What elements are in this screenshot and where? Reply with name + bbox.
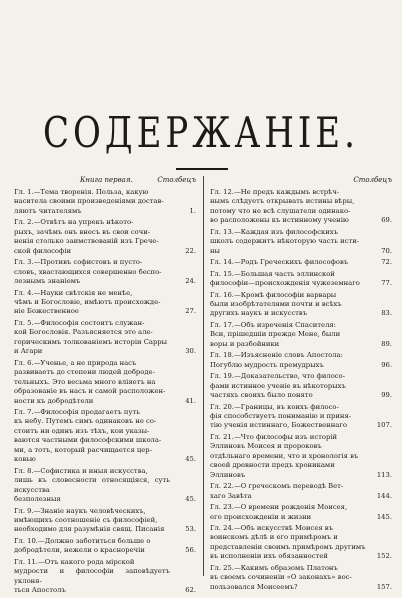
toc-entry (14, 359, 196, 406)
toc-entry-page: 144. (376, 491, 392, 500)
toc-entry-text: Гл. 5.—Философія состоитъ служан- кой Богословія. Разъясняется это але- горическимъ толкованіемъ исторіи Сарры и Агари (14, 318, 168, 356)
toc-entry-text: Гл. 13.—Каждая изъ философскихъ школъ содержитъ нѣкоторую часть исти- ны (210, 227, 360, 255)
toc-entry-page: 96. (381, 360, 392, 369)
toc-entry-text: Гл. 16.—Кромѣ философіи варвары были изобрѣтателями почти и всѣхъ другихъ наукъ и искусствъ (210, 290, 342, 318)
toc-entry (14, 319, 196, 357)
left-entries (14, 188, 196, 596)
toc-entry (14, 507, 196, 535)
toc-entry (210, 188, 392, 226)
toc-entry (210, 228, 392, 256)
toc-entry-page: 77. (381, 279, 392, 288)
column-heading-left: Столбецъ (157, 176, 196, 184)
toc-entry-page: 24. (185, 277, 196, 286)
toc-entry-text: Гл. 19.—Доказательство, что филосо- фами истинное ученіе въ нѣкоторыхъ частяхъ своихъ было понято (210, 372, 346, 400)
toc-entry-text: Гл. 4.—Науки свѣтскія не менѣе, чѣмъ и Богословіе, имѣютъ происхожде- ніе Божественное (14, 288, 161, 316)
toc-entry (210, 351, 392, 370)
toc-entry-page: 56. (185, 546, 196, 555)
book-heading: Книга первая. (80, 176, 133, 184)
toc-entry-page: 152. (376, 552, 392, 561)
toc-entry-page: 45. (185, 455, 196, 464)
toc-entry-page: 27. (185, 307, 196, 316)
right-column-header (210, 176, 392, 188)
toc-entry (14, 188, 196, 216)
toc-entry-text: Гл. 7.—Философія продагаетъ путь къ небу. Путемъ симъ одинаковъ не со- стоитъ ни одинъ изъ тѣхъ, кои указы- ваются частными философскими школа- ми, а тотъ, который расчищается цер- ковью (14, 407, 162, 464)
toc-entry-page: 70. (381, 246, 392, 255)
toc-entry-text: Гл. 23.—О времени рожденія Моисея, его происхожденіи и жизни (210, 503, 348, 521)
toc-entry (210, 433, 392, 480)
toc-entry-page: 30. (185, 347, 196, 356)
toc-entry-page: 145. (376, 512, 392, 521)
toc-entry-text: Гл. 2.—Отвѣтъ на упрекъ нѣкото- рыхъ, зачѣмъ онъ внесъ въ свои сочи- ненія столько заимствованій изъ Грече- ской философіи (14, 218, 159, 255)
page-title: СОДЕРЖАНІЕ. (43, 108, 359, 158)
toc-entry-page: 99. (381, 391, 392, 400)
toc-entry-text: Гл. 24.—Объ искусствѣ Моисея въ воинскомъ дѣлѣ и его примѣромъ и представленіи своимъ примѣромъ другимъ въ исполненіи ихъ обязанностей (210, 523, 366, 561)
right-column (210, 176, 392, 594)
toc-entry-text: Гл. 6.—Ученье, а не природа насъ развиваетъ до степени людей доброде- тельныхъ. Это весьма много влiяетъ на образованіе въ насъ и самой расположен- ности къ добродѣтели (14, 358, 166, 405)
toc-entry (14, 537, 196, 556)
left-column-header (14, 176, 196, 188)
toc-entry (14, 218, 196, 256)
column-divider (203, 176, 204, 576)
toc-entry-page: 107. (376, 421, 392, 430)
toc-entry-text: Гл. 20.—Границы, въ коихъ филосо- фія способствуетъ пониманію и приня- тію ученія истиннаго, Божественнаго (210, 402, 352, 430)
toc-entry (14, 467, 196, 505)
toc-entry (210, 482, 392, 501)
column-heading-right: Столбецъ (353, 176, 392, 184)
toc-entry-page: 22. (185, 246, 196, 255)
toc-entry (210, 321, 392, 349)
toc-entry-page: 83. (381, 309, 392, 318)
toc-entry-text: Гл. 3.—Противъ софистовъ и пусто- словъ, хвастающихся совершенно беспо- лезнымъ знаніемъ (14, 258, 162, 286)
toc-entry (210, 372, 392, 400)
toc-entry (14, 408, 196, 465)
toc-entry-page: 89. (381, 339, 392, 348)
toc-entry-page: 69. (381, 216, 392, 225)
toc-entry (14, 258, 196, 286)
title-rule (176, 168, 228, 170)
toc-entry-text: Гл. 14.—Родъ Греческихъ философовъ (210, 258, 349, 267)
toc-entry-text: Гл. 10.—Должно заботиться больше о добродѣтели, нежели о красноречіи (14, 536, 151, 555)
toc-entry-text: Гл. 21.—Что философы изъ исторій Эллиновъ Моисея и пророковъ отдѣльнаго времени, что и хронологія въ своей древности предъ хрониками Эллиновъ (210, 432, 359, 479)
toc-entry (210, 403, 392, 431)
toc-entry-text: Гл. 12.—Не предъ каждымъ встрѣч- нымъ слѣдуетъ открывать истины вѣры, потому что не всѣ слушатели одинако- во расположены къ истинному ученію (210, 188, 355, 225)
toc-entry-page: 41. (185, 396, 196, 405)
toc-entry-text: Гл. 11.—Отъ какого рода мірской мудрости и философіи заповѣдуетъ уклоня- ться Апостолъ (14, 557, 170, 595)
toc-entry (210, 270, 392, 289)
toc-entry-page: 62. (185, 586, 196, 595)
left-column (14, 176, 196, 598)
toc-entry-text: Гл. 18.—Изъясненіе словъ Апостола: Погублю мудрость премудрыхъ (210, 351, 343, 369)
toc-entry (210, 564, 392, 592)
toc-entry (14, 289, 196, 317)
toc-entry-page: 53. (185, 525, 196, 534)
toc-entry-text: Гл. 17.—Объ изреченія Спасителя: Вси, прішедшіи прежде Мене, были воры и разбойники (210, 320, 341, 348)
right-entries (210, 188, 392, 592)
toc-entry (210, 291, 392, 319)
toc-entry-page: 1. (189, 206, 196, 215)
toc-entry-page: 45. (185, 495, 196, 504)
toc-entry-text: Гл. 22.—О греческомъ переводѣ Вет- хаго Завѣта (210, 482, 344, 500)
toc-entry-text: Гл. 8.—Софистика и иныя искусства, лишь къ словесности относящіяся, суть искусства безполезныя (14, 466, 170, 504)
toc-entry (210, 524, 392, 562)
toc-entry (210, 503, 392, 522)
toc-entry-text: Гл. 1.—Тема творенія. Польза, какую наситела своими произведеніями достав- ляютъ читателямъ (14, 188, 164, 215)
toc-entry (210, 258, 392, 267)
toc-entry-page: 113. (376, 470, 392, 479)
toc-entry-page: 157. (376, 582, 392, 591)
toc-entry-page: 72. (381, 258, 392, 267)
toc-entry-text: Гл. 15.—Большая часть эллинской философіи—происхожденія чужеземнаго (210, 269, 360, 288)
toc-entry-text: Гл. 25.—Какимъ образомъ Платонъ въ своемъ сочиненіи «О законахъ» вос- пользовался Моисеемъ? (210, 563, 352, 591)
toc-entry-text: Гл. 9.—Знаніе наукъ человѣческихъ, имѣющихъ соотношеніе съ философіей, необходимо для разумѣнія свящ. Писанія (14, 506, 165, 534)
